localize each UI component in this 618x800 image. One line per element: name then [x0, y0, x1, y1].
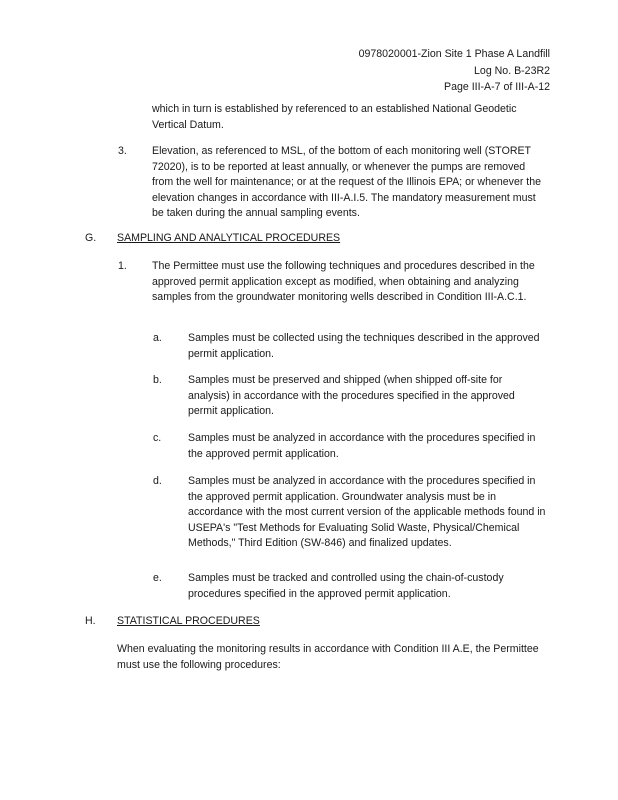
- section-h-text: When evaluating the monitoring results in accordance with Condition III A.E, the Permittee must use the following procedures:: [117, 643, 539, 671]
- subitem-a-text: Samples must be collected using the techniques described in the approved permit application.: [188, 332, 540, 360]
- section-g-item-1-text: The Permittee must use the following techniques and procedures described in the approved permit application except as modified, when obtaining and analyzing samples from the groundwater monitoring wells described in Condition III-A.C.1.: [152, 260, 535, 303]
- subitem-b-letter: b.: [153, 374, 162, 386]
- intro-paragraph: which in turn is established by referenced to an established National Geodetic Vertical Datum.: [152, 103, 517, 131]
- subitem-e-text: Samples must be tracked and controlled using the chain-of-custody procedures specified in the approved permit application.: [188, 572, 504, 600]
- subitem-a-letter: a.: [153, 332, 162, 344]
- section-g-item-1-number: 1.: [118, 260, 127, 272]
- header-log-number: Log No. B-23R2: [474, 64, 550, 77]
- section-g-title: SAMPLING AND ANALYTICAL PROCEDURES: [117, 232, 341, 244]
- item-3-text: Elevation, as referenced to MSL, of the bottom of each monitoring well (STORET 72020), is to be reported at least annually, or whenever the pumps are removed from the well for maintenance; or at the request of the Illinois EPA; or whenever the elevation changes in accordance with III-A.I.5. The mandatory measurement must be taken during the annual sampling events.: [152, 145, 542, 219]
- subitem-c-letter: c.: [153, 432, 162, 444]
- section-h-letter: H.: [85, 615, 96, 627]
- header-site-line: 0978020001-Zion Site 1 Phase A Landfill: [358, 48, 550, 60]
- item-3-number: 3.: [118, 145, 127, 157]
- subitem-d-text: Samples must be analyzed in accordance with the procedures specified in the approved permit application. Groundwater analysis must be in accordance with the most current version of the applicable methods found in USEPA's "Test Methods for Evaluating Solid Waste, Physical/Chemical Methods," Third Edition (SW-846) and finalized updates.: [188, 475, 546, 549]
- subitem-b-text: Samples must be preserved and shipped (when shipped off-site for analysis) in accordance with the procedures specified in the approved permit application.: [188, 374, 515, 417]
- subitem-e-letter: e.: [153, 572, 162, 584]
- subitem-c-text: Samples must be analyzed in accordance with the procedures specified in the approved permit application.: [188, 432, 536, 460]
- page-header: [359, 46, 550, 96]
- header-page-number: Page III-A-7 of III-A-12: [444, 81, 550, 93]
- section-g-letter: G.: [85, 232, 97, 244]
- section-h-title: STATISTICAL PROCEDURES: [117, 615, 260, 627]
- subitem-d-letter: d.: [153, 475, 162, 487]
